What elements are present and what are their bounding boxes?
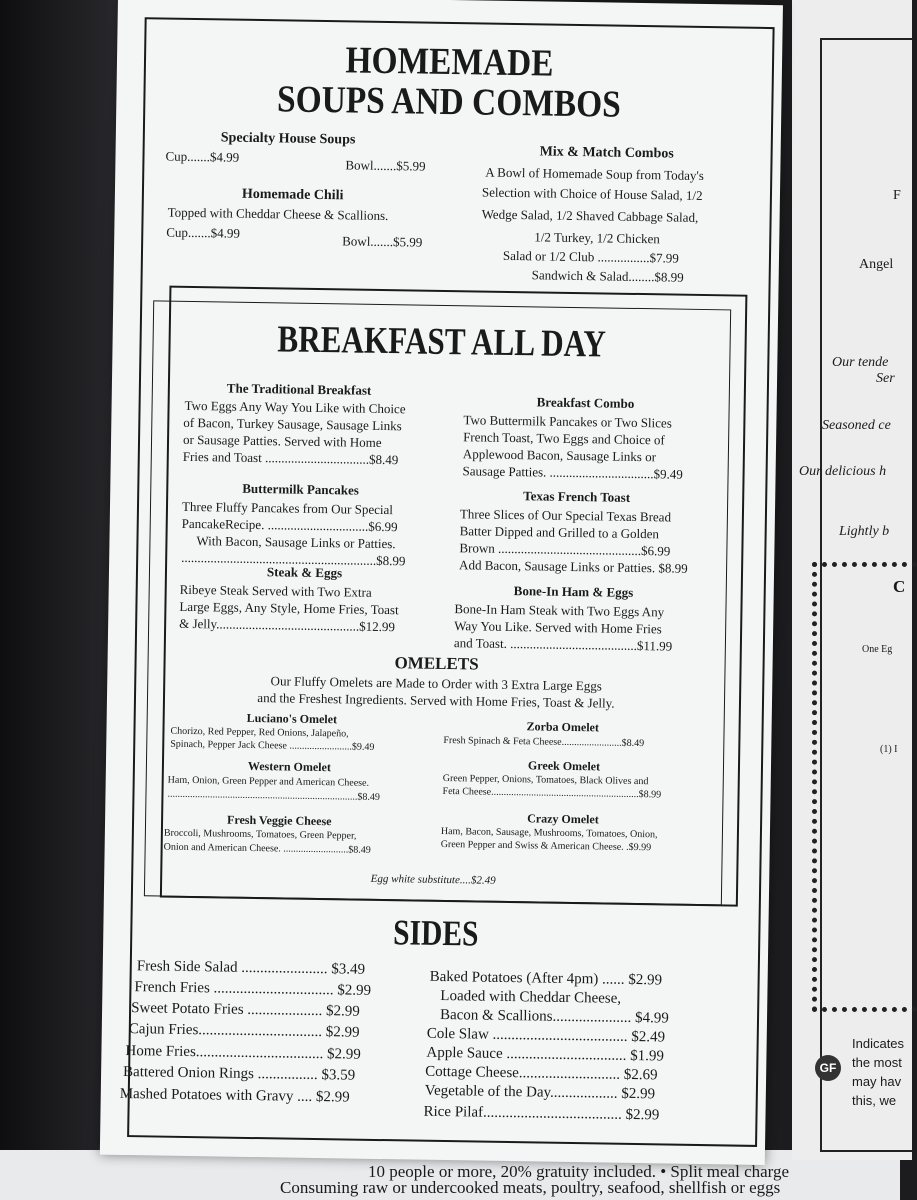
side-item: Vegetable of the Day.................. $2.99 xyxy=(424,1082,656,1103)
combo-line: Wedge Salad, 1/2 Shaved Cabbage Salad, xyxy=(481,206,699,225)
soups-title-line1: HOMEMADE xyxy=(345,39,554,85)
adjacent-fragment: Our tende xyxy=(832,355,889,370)
lucianos-line: Chorizo, Red Pepper, Red Onions, Jalapeño, xyxy=(170,725,349,740)
zorba-title: Zorba Omelet xyxy=(526,719,600,735)
adjacent-dotted-box xyxy=(812,562,917,1012)
sides-title: SIDES xyxy=(392,912,479,954)
chili-bowl-price: Bowl.......$5.99 xyxy=(342,233,423,250)
combo-line: Sandwich & Salad........$8.99 xyxy=(531,267,684,285)
side-item: Baked Potatoes (After 4pm) ...... $2.99 xyxy=(429,968,663,989)
traditional-line: of Bacon, Turkey Sausage, Sausage Links xyxy=(183,414,402,434)
combo-line: Salad or 1/2 Club ................$7.99 xyxy=(502,247,679,266)
adjacent-fragment: C xyxy=(893,577,906,596)
greek-title: Greek Omelet xyxy=(527,758,601,774)
pancakes-line: PancakeRecipe. ...............................$6.99 xyxy=(181,515,398,535)
specialty-bowl-price: Bowl.......$5.99 xyxy=(345,157,426,174)
side-item: Cole Slaw .................................... $2.49 xyxy=(426,1025,666,1046)
adjacent-fragment: One Eg xyxy=(862,644,893,655)
combo-title: Mix & Match Combos xyxy=(539,144,674,162)
adjacent-fragment: this, we xyxy=(852,1093,897,1108)
adjacent-fragment: Ser xyxy=(876,371,895,386)
traditional-line: Fries and Toast ................................$8.49 xyxy=(182,448,399,468)
greek-line: Green Pepper, Onions, Tomatoes, Black Olives and xyxy=(442,772,649,788)
adjacent-fragment: Seasoned ce xyxy=(822,418,891,433)
french-toast-line: Brown ............................................$6.99 xyxy=(459,540,671,559)
ham-eggs-line: Way You Like. Served with Home Fries xyxy=(454,618,662,637)
adjacent-fragment: Our delicious h xyxy=(799,464,887,479)
omelets-title: OMELETS xyxy=(394,653,479,674)
menu-page xyxy=(100,0,783,1165)
adjacent-fragment: (1) I xyxy=(880,744,898,755)
soups-title-line2: SOUPS AND COMBOS xyxy=(276,78,622,126)
breakfast-combo-title: Breakfast Combo xyxy=(536,394,635,411)
breakfast-combo-line: Sausage Patties. ................................$9.49 xyxy=(462,463,683,482)
side-item: Fresh Side Salad ....................... $3.49 xyxy=(136,958,366,978)
crazy-line: Green Pepper and Swiss & American Cheese. .$9.99 xyxy=(440,838,652,854)
crazy-line: Ham, Bacon, Sausage, Mushrooms, Tomatoes, Onion, xyxy=(440,825,658,841)
veggie-line: Onion and American Cheese. ..........................$8.49 xyxy=(163,841,371,856)
veggie-line: Broccoli, Mushrooms, Tomatoes, Green Pepper, xyxy=(163,827,357,842)
breakfast-combo-line: Two Buttermilk Pancakes or Two Slices xyxy=(463,412,672,431)
western-title: Western Omelet xyxy=(247,758,332,775)
chili-cup-price: Cup.......$4.99 xyxy=(166,224,241,241)
steak-eggs-line: Ribeye Steak Served with Two Extra xyxy=(179,581,372,600)
french-toast-line: Batter Dipped and Grilled to a Golden xyxy=(459,523,660,542)
omelets-intro: and the Freshest Ingredients. Served with Home Fries, Toast & Jelly. xyxy=(257,690,615,711)
side-item: Home Fries.................................. $2.99 xyxy=(125,1043,361,1063)
traditional-line: or Sausage Patties. Served with Home xyxy=(182,431,382,450)
egg-white-note: Egg white substitute....$2.49 xyxy=(370,872,496,887)
steak-eggs-title: Steak & Eggs xyxy=(266,564,343,581)
side-item: Cottage Cheese........................... $2.69 xyxy=(425,1063,658,1084)
veggie-title: Fresh Veggie Cheese xyxy=(226,812,332,829)
adjacent-fragment: the most xyxy=(852,1055,902,1070)
ham-eggs-title: Bone-In Ham & Eggs xyxy=(513,583,634,600)
adjacent-fragment: F xyxy=(893,188,901,203)
combo-line: 1/2 Turkey, 1/2 Chicken xyxy=(534,229,660,247)
pancakes-line: ............................................................$8.99 xyxy=(181,549,406,569)
specialty-soups-title: Specialty House Soups xyxy=(220,130,356,148)
breakfast-combo-line: French Toast, Two Eggs and Choice of xyxy=(463,429,665,448)
chili-title: Homemade Chili xyxy=(241,186,344,204)
chili-desc: Topped with Cheddar Cheese & Scallions. xyxy=(167,204,389,224)
western-line: Ham, Onion, Green Pepper and American Cheese. xyxy=(167,774,370,789)
traditional-line: Two Eggs Any Way You Like with Choice xyxy=(184,397,406,417)
adjacent-fragment: Indicates xyxy=(852,1036,905,1051)
omelets-intro: Our Fluffy Omelets are Made to Order with 3 Extra Large Eggs xyxy=(270,673,603,694)
specialty-cup-price: Cup.......$4.99 xyxy=(165,148,240,165)
footer-gratuity-note: 10 people or more, 20% gratuity included. • Split meal charge xyxy=(368,1162,790,1181)
traditional-title: The Traditional Breakfast xyxy=(226,380,372,398)
gluten-free-icon: GF xyxy=(815,1055,841,1081)
side-item: Sweet Potato Fries .................... $2.99 xyxy=(131,1000,360,1020)
side-item: Rice Pilaf..................................... $2.99 xyxy=(423,1103,660,1124)
greek-line: Feta Cheese...........................................................$8.99 xyxy=(442,785,662,801)
steak-eggs-line: & Jelly............................................$12.99 xyxy=(179,615,396,635)
crazy-title: Crazy Omelet xyxy=(527,811,599,827)
adjacent-fragment: may hav xyxy=(852,1074,902,1089)
western-line: ............................................................................$8.49 xyxy=(167,788,381,803)
combo-line: Selection with Choice of House Salad, 1/2 xyxy=(481,184,703,203)
ham-eggs-line: Bone-In Ham Steak with Two Eggs Any xyxy=(454,601,665,620)
ham-eggs-line: and Toast. .......................................$11.99 xyxy=(453,635,673,654)
side-item: Bacon & Scallions..................... $4.99 xyxy=(439,1006,669,1027)
pancakes-line: With Bacon, Sausage Links or Patties. xyxy=(196,533,396,552)
adjacent-fragment: Angel xyxy=(859,257,894,272)
side-item: Loaded with Cheddar Cheese, xyxy=(440,987,622,1007)
lucianos-title: Luciano's Omelet xyxy=(246,710,338,727)
steak-eggs-line: Large Eggs, Any Style, Home Fries, Toast xyxy=(179,598,399,618)
side-item: Mashed Potatoes with Gravy .... $2.99 xyxy=(119,1085,350,1106)
breakfast-title: BREAKFAST ALL DAY xyxy=(277,318,607,366)
footer-raw-food-warning: Consuming raw or undercooked meats, poultry, seafood, shellfish or eggs xyxy=(280,1178,781,1197)
french-toast-line: Three Slices of Our Special Texas Bread xyxy=(459,506,672,525)
zorba-line: Fresh Spinach & Feta Cheese........................$8.49 xyxy=(443,734,645,750)
breakfast-combo-line: Applewood Bacon, Sausage Links or xyxy=(462,446,657,465)
lucianos-line: Spinach, Pepper Jack Cheese .........................$9.49 xyxy=(170,738,375,753)
adjacent-fragment: Lightly b xyxy=(839,524,890,539)
side-item: Battered Onion Rings ................ $3.59 xyxy=(122,1063,356,1084)
side-item: French Fries ................................ $2.99 xyxy=(134,979,372,999)
side-item: Apple Sauce ................................ $1.99 xyxy=(426,1044,665,1065)
french-toast-title: Texas French Toast xyxy=(523,488,631,505)
pancakes-title: Buttermilk Pancakes xyxy=(242,480,360,498)
side-item: Cajun Fries................................. $2.99 xyxy=(128,1021,360,1041)
combo-line: A Bowl of Homemade Soup from Today's xyxy=(485,164,704,183)
french-toast-line: Add Bacon, Sausage Links or Patties. $8.99 xyxy=(459,557,688,576)
pancakes-line: Three Fluffy Pancakes from Our Special xyxy=(181,498,394,518)
